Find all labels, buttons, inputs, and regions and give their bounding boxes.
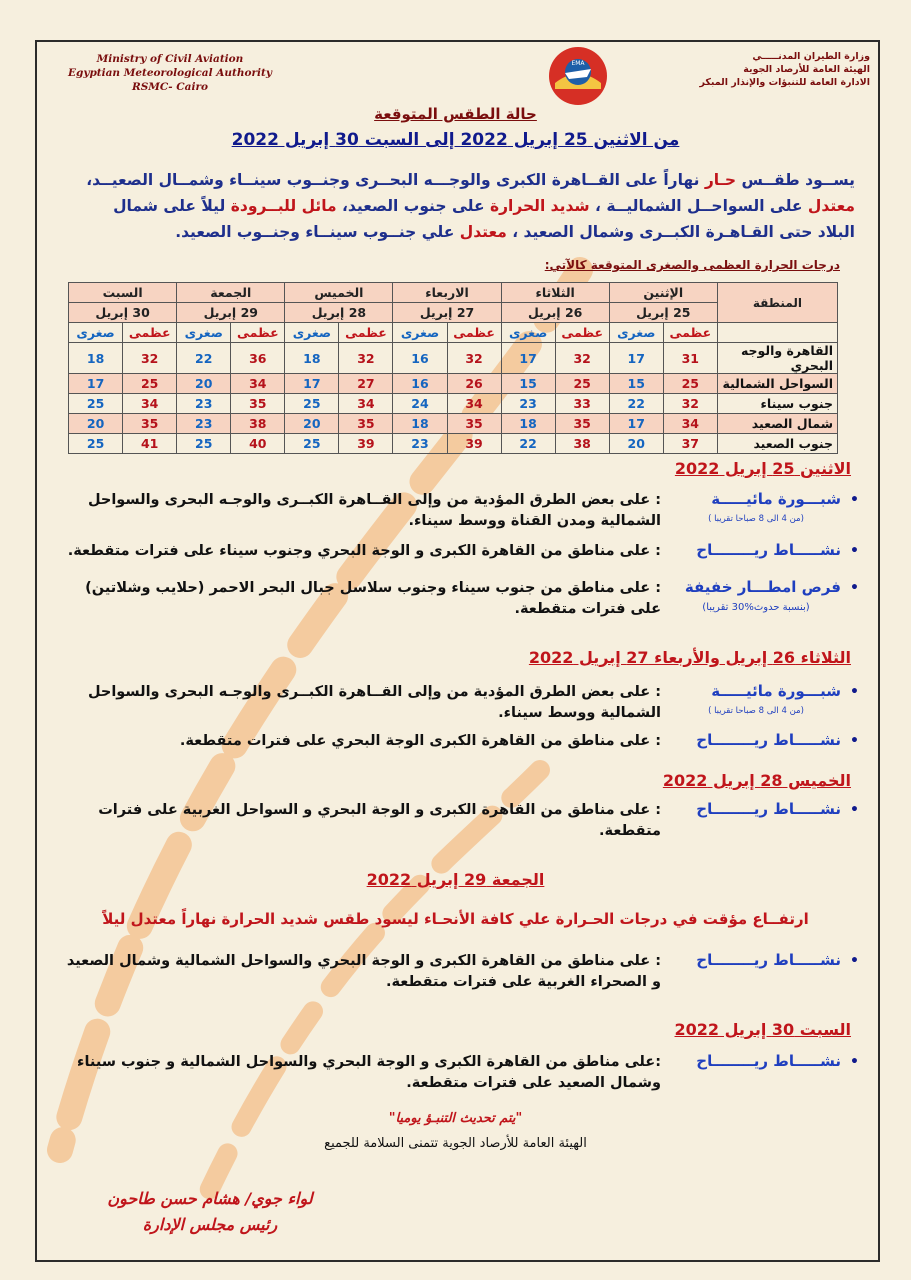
section-title-thursday: الخميس 28 إبريل 2022	[662, 771, 851, 790]
max-label: عظمى	[231, 323, 285, 343]
max-temp: 35	[339, 414, 393, 434]
min-temp: 16	[393, 374, 447, 394]
section-title-saturday: السبت 30 إبريل 2022	[674, 1020, 851, 1039]
max-label: عظمى	[663, 323, 717, 343]
max-temp: 34	[339, 394, 393, 414]
max-temp: 32	[123, 343, 177, 374]
min-temp: 23	[177, 414, 231, 434]
min-temp: 20	[609, 434, 663, 454]
min-label: صغرى	[609, 323, 663, 343]
min-temp: 20	[69, 414, 123, 434]
max-temp: 27	[339, 374, 393, 394]
max-temp: 32	[339, 343, 393, 374]
header-arabic	[680, 50, 870, 89]
max-label: عظمى	[123, 323, 177, 343]
table-caption: درجات الحرارة العظمى والصغرى المتوقعة كالآتي:	[544, 258, 840, 272]
header-ar-line2: الهيئة العامة للأرصاد الجوية	[743, 64, 870, 75]
item-text: : على بعض الطرق المؤدية من وإلى القــاهرة الكبــرى والوجـه البحرى والسواحل الشمالية ومدن القناة ووسط سيناء.	[87, 492, 661, 529]
item-title: نشـــــاط ريــــــــاح	[696, 1052, 841, 1070]
bullet-icon: •	[850, 733, 859, 749]
intro-paragraph: يســود طقــس حـار نهاراً على القــاهرة الكبرى والوجـــه البحــرى وجنــوب سينــاء وشمــال الصعيــد، معتدل على السواحــل الشماليــة ، شديد الحرارة على جنوب الصعيد، مائل للبــرودة ليلاً على شمال البلاد حتى القـاهـرة الكبــرى وشمال الصعيد ، معتدل علي جنــوب سينــاء وجنــوب الصعيد.	[86, 171, 855, 241]
day-date: 28 إبريل	[285, 303, 393, 323]
day-name: الإثنين	[609, 283, 717, 303]
day-date: 25 إبريل	[609, 303, 717, 323]
max-temp: 34	[663, 414, 717, 434]
item-title: فرص امطـــار خفيفة	[684, 578, 841, 596]
table-row	[69, 343, 838, 374]
min-label: صغرى	[393, 323, 447, 343]
max-temp: 41	[123, 434, 177, 454]
region-header: المنطقة	[717, 283, 837, 323]
max-label: عظمى	[339, 323, 393, 343]
item-title: نشـــــاط ريــــــــاح	[696, 541, 841, 559]
signature-title: رئيس مجلس الإدارة	[142, 1215, 278, 1234]
date-range-title: من الاثنين 25 إبريل 2022 إلى السبت 30 إبريل 2022	[231, 130, 680, 150]
bullet-icon: •	[850, 543, 859, 559]
bullet-icon: •	[850, 492, 859, 508]
item-title: نشـــــاط ريــــــــاح	[696, 731, 841, 749]
max-label: عظمى	[447, 323, 501, 343]
header-ar-line1: وزارة الطيران المدنـــــي	[752, 51, 870, 62]
day-name: الاربعاء	[393, 283, 501, 303]
day-name: الخميس	[285, 283, 393, 303]
item-text: : على مناطق من جنوب سيناء وجنوب سلاسل جبال البحر الاحمر (حلايب وشلاتين) على فترات متقطعة.	[85, 580, 661, 617]
min-temp: 25	[69, 394, 123, 414]
table-row	[69, 374, 838, 394]
min-temp: 23	[501, 394, 555, 414]
min-temp: 18	[285, 343, 339, 374]
region-subheader-blank	[717, 323, 837, 343]
max-temp: 32	[447, 343, 501, 374]
min-temp: 17	[501, 343, 555, 374]
section-title-friday: الجمعة 29 إبريل 2022	[366, 870, 545, 889]
item-note: (بنسبة حدوث%30 تقريبا)	[702, 602, 810, 613]
signature	[90, 1186, 330, 1238]
header-english	[60, 52, 280, 94]
region-name: جنوب سيناء	[717, 394, 837, 414]
min-temp: 25	[69, 434, 123, 454]
min-temp: 18	[393, 414, 447, 434]
closing-message: الهيئة العامة للأرصاد الجوية تتمنى السلامة للجميع	[324, 1136, 587, 1151]
region-name: السواحل الشمالية	[717, 374, 837, 394]
max-temp: 25	[555, 374, 609, 394]
item-text: : على بعض الطرق المؤدية من وإلى القــاهرة الكبــرى والوجـه البحرى والسواحل الشمالية ووسط سيناء.	[87, 684, 661, 721]
day-date: 29 إبريل	[177, 303, 285, 323]
max-temp: 39	[339, 434, 393, 454]
min-temp: 20	[285, 414, 339, 434]
max-temp: 35	[231, 394, 285, 414]
max-temp: 34	[123, 394, 177, 414]
item-text: : على مناطق من القاهرة الكبرى و الوجة البحري و السواحل الغربية على فترات متقطعة.	[98, 802, 661, 839]
day-name: الجمعة	[177, 283, 285, 303]
max-temp: 36	[231, 343, 285, 374]
min-temp: 16	[393, 343, 447, 374]
min-temp: 17	[69, 374, 123, 394]
max-temp: 35	[123, 414, 177, 434]
temperature-table	[68, 282, 838, 454]
item-title: نشـــــاط ريــــــــاح	[696, 951, 841, 969]
max-temp: 35	[447, 414, 501, 434]
max-temp: 38	[555, 434, 609, 454]
bullet-icon: •	[850, 953, 859, 969]
page-title: حالة الطقس المتوقعة	[374, 105, 537, 123]
item-note: (من 4 الى 8 صباحا تقريبا )	[708, 514, 804, 524]
svg-text:EMA: EMA	[571, 60, 585, 67]
day-date: 30 إبريل	[69, 303, 177, 323]
max-temp: 32	[555, 343, 609, 374]
table-row	[69, 414, 838, 434]
heat-alert: ارتفــاع مؤقت في درجات الحـرارة علي كافة الأنحـاء ليسود طقس شديد الحرارة نهاراً معتدل ليلاً	[102, 910, 809, 928]
max-temp: 38	[231, 414, 285, 434]
min-temp: 17	[609, 414, 663, 434]
max-temp: 26	[447, 374, 501, 394]
min-temp: 22	[609, 394, 663, 414]
section-title-monday: الاثنين 25 إبريل 2022	[674, 459, 851, 478]
region-name: جنوب الصعيد	[717, 434, 837, 454]
section-title-tue-wed: الثلاثاء 26 إبريل والأربعاء 27 إبريل 2022	[528, 648, 851, 667]
header-en-line1: Ministry of Civil Aviation	[96, 53, 244, 65]
max-temp: 39	[447, 434, 501, 454]
min-temp: 18	[501, 414, 555, 434]
max-temp: 25	[663, 374, 717, 394]
min-temp: 17	[285, 374, 339, 394]
day-date: 26 إبريل	[501, 303, 609, 323]
min-temp: 15	[501, 374, 555, 394]
item-text: : على مناطق من القاهرة الكبرى و الوجة البحري وجنوب سيناء على فترات متقطعة.	[67, 543, 661, 559]
min-temp: 22	[501, 434, 555, 454]
item-title: شبـــورة مائيـــــة	[711, 490, 841, 508]
max-temp: 25	[123, 374, 177, 394]
bullet-icon: •	[850, 802, 859, 818]
min-temp: 23	[177, 394, 231, 414]
bullet-icon: •	[850, 1054, 859, 1070]
min-temp: 15	[609, 374, 663, 394]
max-temp: 32	[663, 394, 717, 414]
min-label: صغرى	[285, 323, 339, 343]
min-label: صغرى	[177, 323, 231, 343]
item-text: : على مناطق من القاهرة الكبرى و الوجة البحري والسواحل الشمالية وشمال الصعيد و الصحراء الغربية على فترات متقطعة.	[66, 953, 661, 990]
day-name: السبت	[69, 283, 177, 303]
table-row	[69, 434, 838, 454]
bullet-icon: •	[850, 684, 859, 700]
region-name: القاهرة والوجه البحري	[717, 343, 837, 374]
min-temp: 25	[285, 394, 339, 414]
item-title: نشـــــاط ريــــــــاح	[696, 800, 841, 818]
item-note: (من 4 الى 8 صباحا تقريبا )	[708, 706, 804, 716]
item-text: :على مناطق من القاهرة الكبرى و الوجة البحري والسواحل الشمالية و جنوب سيناء وشمال الصعيد على فترات متقطعة.	[77, 1054, 661, 1091]
min-temp: 18	[69, 343, 123, 374]
ema-logo	[547, 45, 609, 107]
region-name: شمال الصعيد	[717, 414, 837, 434]
min-temp: 20	[177, 374, 231, 394]
min-label: صغرى	[69, 323, 123, 343]
day-name: الثلاثاء	[501, 283, 609, 303]
table-row	[69, 394, 838, 414]
min-temp: 17	[609, 343, 663, 374]
max-temp: 40	[231, 434, 285, 454]
item-title: شبـــورة مائيـــــة	[711, 682, 841, 700]
max-temp: 34	[231, 374, 285, 394]
min-temp: 23	[393, 434, 447, 454]
min-temp: 24	[393, 394, 447, 414]
max-temp: 37	[663, 434, 717, 454]
day-date: 27 إبريل	[393, 303, 501, 323]
min-temp: 25	[177, 434, 231, 454]
max-label: عظمى	[555, 323, 609, 343]
min-temp: 25	[285, 434, 339, 454]
update-note: "يتم تحديث التنبـؤ يوميا"	[388, 1111, 523, 1126]
bullet-icon: •	[850, 580, 859, 596]
header-en-line3: RSMC- Cairo	[132, 81, 208, 93]
signature-name: لواء جوي/ هشام حسن طاحون	[107, 1189, 313, 1208]
max-temp: 33	[555, 394, 609, 414]
header-ar-line3: الادارة العامة للتنبؤات والإنذار المبكر	[699, 77, 870, 88]
max-temp: 34	[447, 394, 501, 414]
header-en-line2: Egyptian Meteorological Authority	[68, 67, 272, 79]
item-text: : على مناطق من القاهرة الكبرى الوجة البحري على فترات متقطعة.	[179, 733, 661, 749]
min-temp: 22	[177, 343, 231, 374]
max-temp: 31	[663, 343, 717, 374]
max-temp: 35	[555, 414, 609, 434]
min-label: صغرى	[501, 323, 555, 343]
